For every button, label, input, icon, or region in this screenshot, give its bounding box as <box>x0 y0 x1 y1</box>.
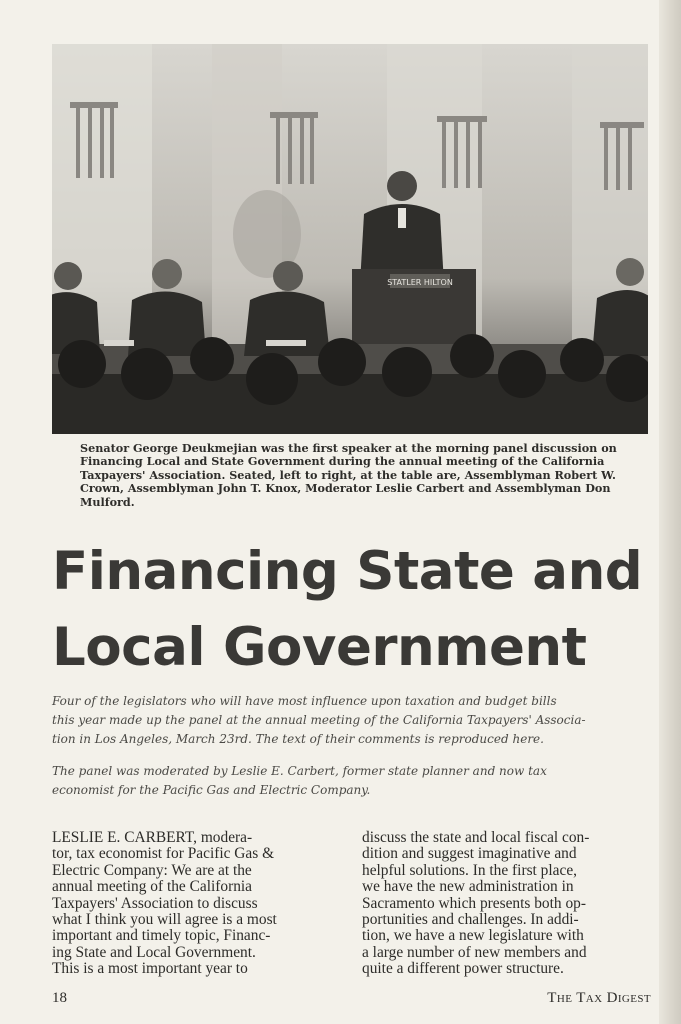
page-edge <box>659 0 681 1024</box>
intro-paragraph-1: Four of the legislators who will have most influence upon taxation and budget bills this year made up the panel at the annual meeting of the California Taxpayers' Associa- tion in Los Angeles, March 23rd. The text of their comments is reproduced here. <box>52 694 586 746</box>
intro-paragraph-2: The panel was moderated by Leslie E. Carbert, former state planner and now tax economist for the Pacific Gas and Electric Company. <box>52 764 547 797</box>
podium-sign: STATLER HILTON <box>387 278 453 287</box>
body-column-right: discuss the state and local fiscal con- dition and suggest imaginative and helpful solutions. In the first place, we have the new administration in Sacramento which presents both op- portunities and challenges. In addi- tion, we have a new legislature with a large number of new members and quite a different power structure. <box>362 829 590 978</box>
page-number: 18 <box>52 990 67 1006</box>
photo-caption: Senator George Deukmejian was the first speaker at the morning panel discussion on Financing Local and State Government during the annual meeting of the California Taxpayers' Association. Seated, left to right, at the table are, Assemblyman Robert W. Crown, Assemblyman John T. Knox, Moderator Leslie Carbert and Assemblyman Don Mulford. <box>80 441 617 509</box>
article-headline: Financing State and Local Government <box>52 541 643 678</box>
publication-name: The Tax Digest <box>547 990 651 1006</box>
panel-photo <box>52 44 648 434</box>
body-column-left: LESLIE E. CARBERT, modera- tor, tax economist for Pacific Gas & Electric Company: We are at the annual meeting of the California Taxpayers' Association to discuss what I think you will agree is a most important and timely topic, Financ- ing State and Local Government. This is a most important year to <box>52 829 277 978</box>
